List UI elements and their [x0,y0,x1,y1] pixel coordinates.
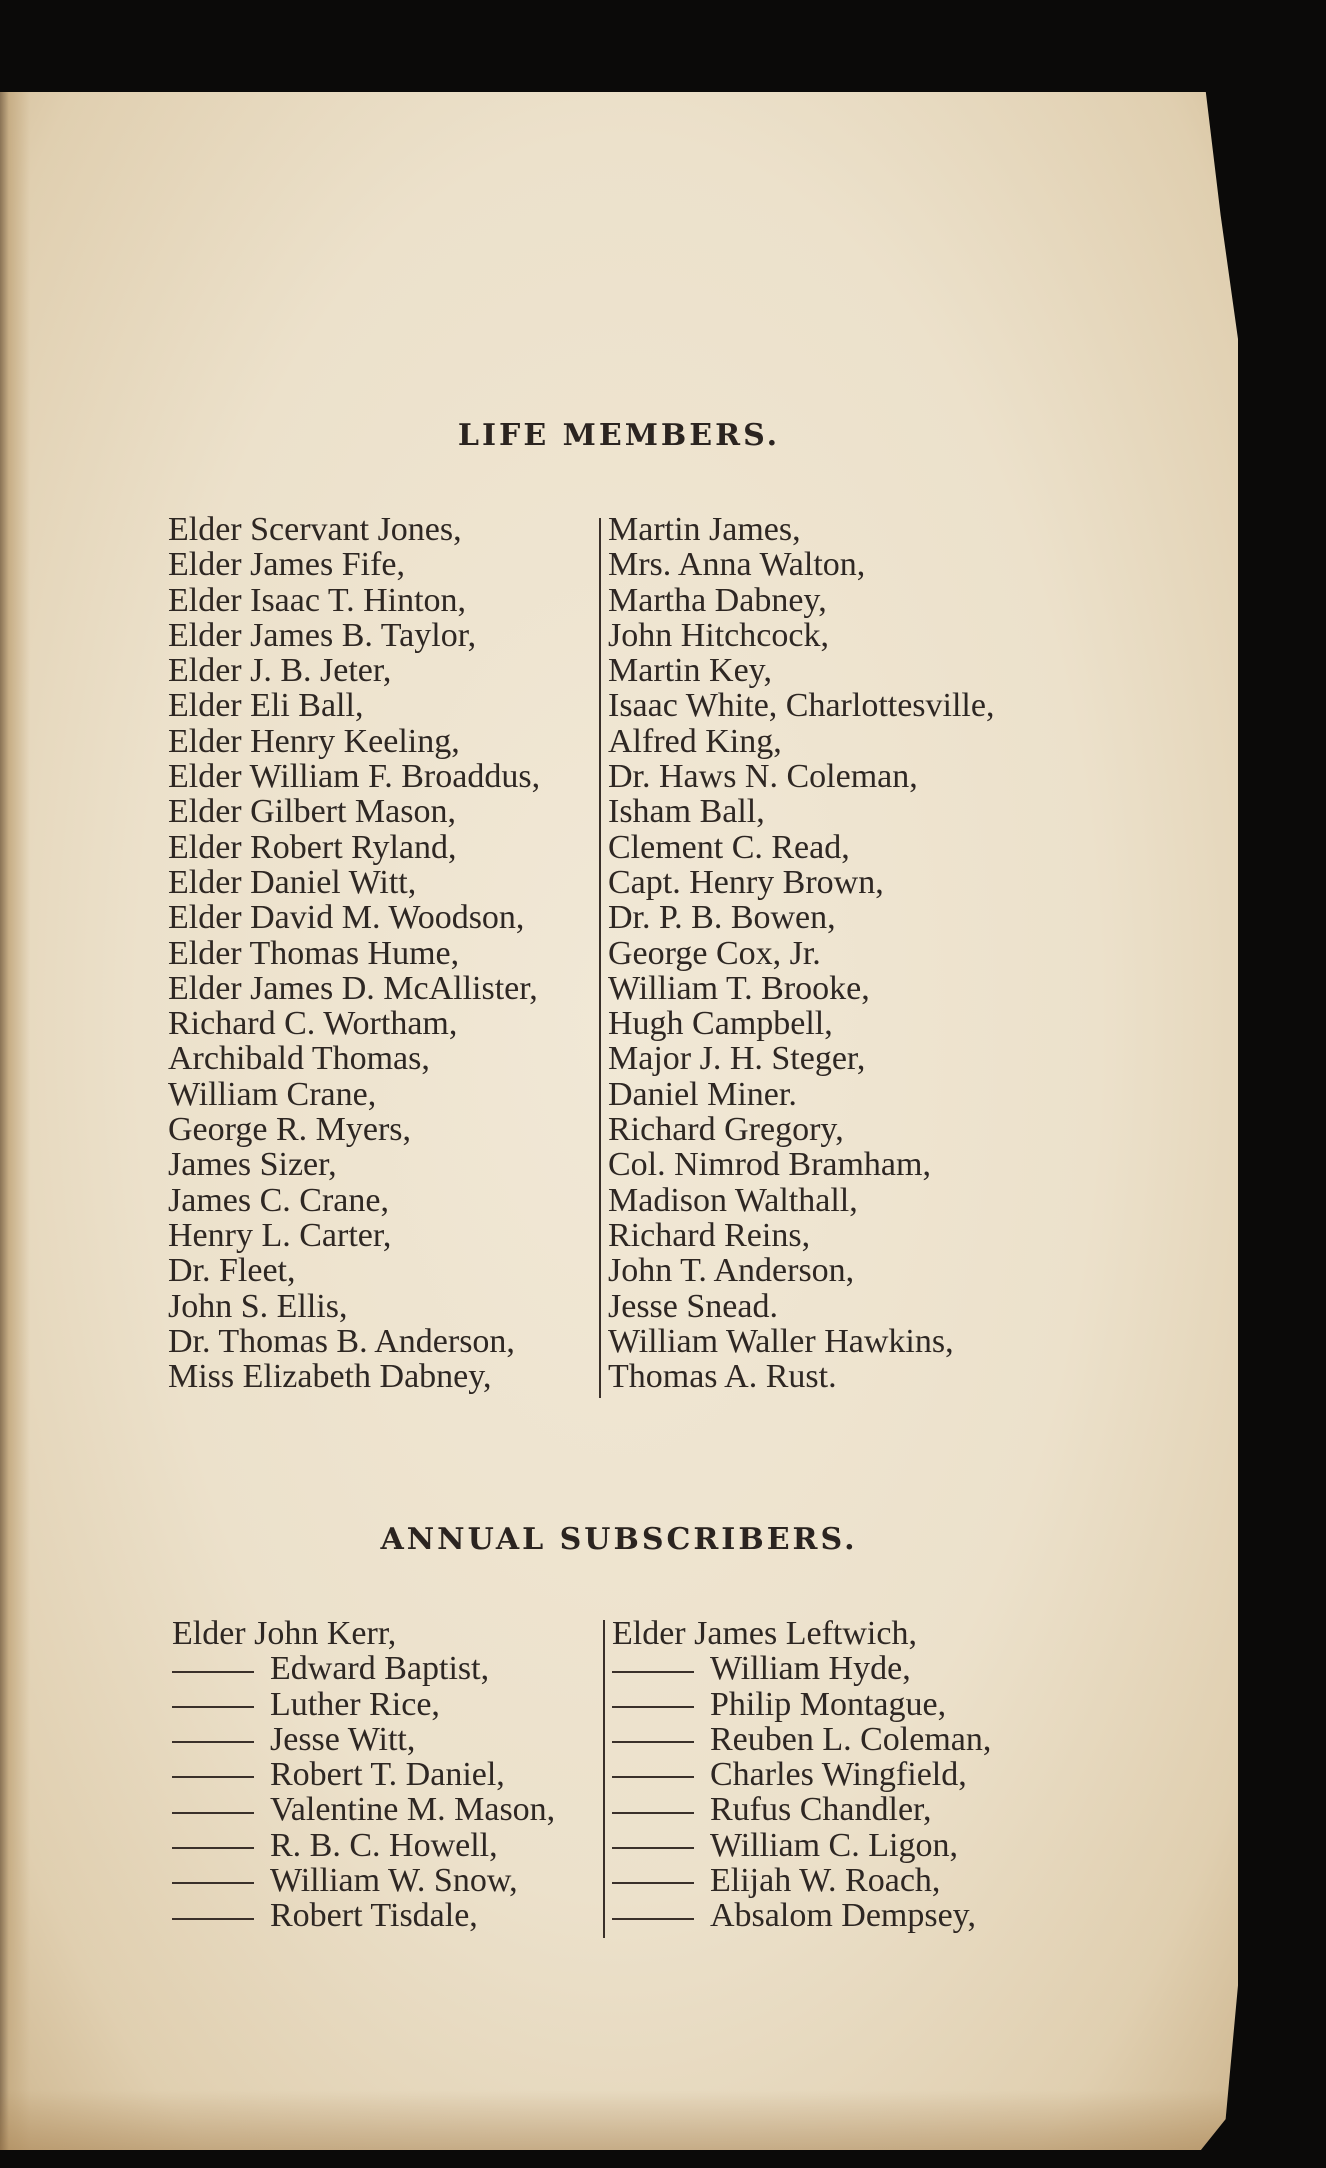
subscriber-name: Reuben L. Coleman, [710,1720,992,1758]
life-member-entry: Richard Gregory, [608,1111,844,1149]
ditto-dash [172,1918,254,1920]
subscriber-entry: Elder James Leftwich, [612,1615,917,1652]
subscriber-entry [172,1792,555,1827]
ditto-dash [612,1706,694,1708]
life-member-entry: Isaac White, Charlottesville, [608,687,995,725]
life-member-entry: Major J. H. Steger, [608,1040,866,1078]
ditto-dash [172,1882,254,1884]
life-members-left-column [168,512,540,1394]
life-member-entry: Daniel Miner. [608,1075,797,1113]
life-members-column-divider [599,518,601,1398]
subscriber-entry: Elder John Kerr, [172,1615,397,1652]
life-member-entry: Elder Eli Ball, [168,687,364,725]
ditto-dash [612,1918,694,1920]
life-member-entry: Elder Gilbert Mason, [168,793,456,831]
ditto-dash [172,1776,254,1778]
subscriber-name: Valentine M. Mason, [270,1791,556,1829]
ditto-dash [612,1847,694,1849]
life-member-entry: Elder Isaac T. Hinton, [168,581,467,619]
subscriber-entry [612,1687,991,1722]
subscriber-name: Rufus Chandler, [710,1791,932,1829]
life-member-entry: Thomas A. Rust. [608,1358,837,1396]
subscriber-entry [612,1863,991,1898]
life-member-entry: Dr. Thomas B. Anderson, [168,1322,515,1360]
subscriber-entry [172,1863,555,1898]
annual-subscribers-right-column [612,1616,991,1934]
ditto-dash [172,1671,254,1673]
life-member-entry: Elder Robert Ryland, [168,828,457,866]
life-member-entry: Elder Daniel Witt, [168,863,417,901]
life-members-right-column [608,512,994,1394]
life-member-entry: Dr. Fleet, [168,1252,296,1290]
life-member-entry: William Crane, [168,1075,377,1113]
subscriber-entry [612,1757,991,1792]
life-member-entry: Mrs. Anna Walton, [608,546,866,584]
subscriber-entry [172,1757,555,1792]
subscriber-name: Edward Baptist, [270,1650,490,1688]
subscriber-entry [172,1898,555,1933]
life-member-entry: Archibald Thomas, [168,1040,430,1078]
life-member-entry: Alfred King, [608,722,782,760]
life-member-entry: John S. Ellis, [168,1287,348,1325]
life-member-entry: Dr. Haws N. Coleman, [608,758,918,796]
subscriber-name: Philip Montague, [710,1685,947,1723]
life-member-entry: Capt. Henry Brown, [608,863,884,901]
ditto-dash [612,1882,694,1884]
subscriber-name: Charles Wingfield, [710,1756,967,1794]
life-member-entry: Elder James B. Taylor, [168,616,477,654]
life-member-entry: Col. Nimrod Bramham, [608,1146,931,1184]
ditto-dash [612,1812,694,1814]
life-member-entry: Martha Dabney, [608,581,827,619]
life-member-entry: Clement C. Read, [608,828,850,866]
subscriber-entry [172,1651,555,1686]
life-member-entry: Elder James Fife, [168,546,405,584]
life-member-entry: John Hitchcock, [608,616,829,654]
life-member-entry: James C. Crane, [168,1181,389,1219]
life-member-entry: Richard Reins, [608,1216,811,1254]
life-members-heading: LIFE MEMBERS. [457,418,781,453]
ditto-dash [612,1671,694,1673]
subscriber-entry [172,1722,555,1757]
subscriber-entry [612,1722,991,1757]
ditto-dash [612,1776,694,1778]
subscriber-entry [172,1828,555,1863]
subscriber-name: Elijah W. Roach, [710,1862,941,1900]
subscriber-entry [612,1792,991,1827]
life-member-entry: Hugh Campbell, [608,1005,833,1043]
life-member-entry: William T. Brooke, [608,969,870,1007]
ditto-dash [172,1706,254,1708]
subscriber-name: Luther Rice, [270,1685,440,1723]
subscriber-name: R. B. C. Howell, [270,1826,498,1864]
life-member-entry: William Waller Hawkins, [608,1322,954,1360]
ditto-dash [172,1741,254,1743]
ditto-dash [612,1741,694,1743]
subscriber-entry [612,1651,991,1686]
subscriber-name: Absalom Dempsey, [710,1897,976,1935]
subscriber-entry [612,1898,991,1933]
life-member-entry: Martin James, [608,511,801,548]
life-member-entry: Elder J. B. Jeter, [168,652,392,690]
subscriber-entry [172,1687,555,1722]
subscriber-name: William C. Ligon, [710,1826,958,1864]
life-member-entry: Elder William F. Broaddus, [168,758,541,796]
annual-subscribers-left-column [172,1616,555,1934]
ditto-dash [172,1847,254,1849]
life-member-entry: James Sizer, [168,1146,337,1184]
subscriber-name: Jesse Witt, [270,1720,416,1758]
life-member-entry: George Cox, Jr. [608,934,821,972]
life-member-entry: Elder James D. McAllister, [168,969,538,1007]
life-member-entry: Dr. P. B. Bowen, [608,899,836,937]
life-member-entry: Richard C. Wortham, [168,1005,458,1043]
life-member-entry: Madison Walthall, [608,1181,858,1219]
life-member-entry: Henry L. Carter, [168,1216,392,1254]
subscriber-name: William Hyde, [710,1650,911,1688]
ditto-dash [172,1812,254,1814]
life-member-entry: Jesse Snead. [608,1287,778,1325]
subscriber-name: William W. Snow, [270,1862,518,1900]
subscriber-entry [612,1828,991,1863]
life-member-entry: Martin Key, [608,652,772,690]
annual-subscribers-column-divider [603,1620,605,1938]
subscriber-name: Robert Tisdale, [270,1897,478,1935]
life-member-entry: Miss Elizabeth Dabney, [168,1358,492,1396]
life-member-entry: Elder Thomas Hume, [168,934,460,972]
life-member-entry: Isham Ball, [608,793,765,831]
life-member-entry: Elder Scervant Jones, [168,511,462,548]
life-member-entry: Elder David M. Woodson, [168,899,525,937]
life-member-entry: John T. Anderson, [608,1252,855,1290]
life-member-entry: George R. Myers, [168,1111,411,1149]
subscriber-name: Robert T. Daniel, [270,1756,505,1794]
life-member-entry: Elder Henry Keeling, [168,722,460,760]
annual-subscribers-heading: ANNUAL SUBSCRIBERS. [380,1522,858,1557]
